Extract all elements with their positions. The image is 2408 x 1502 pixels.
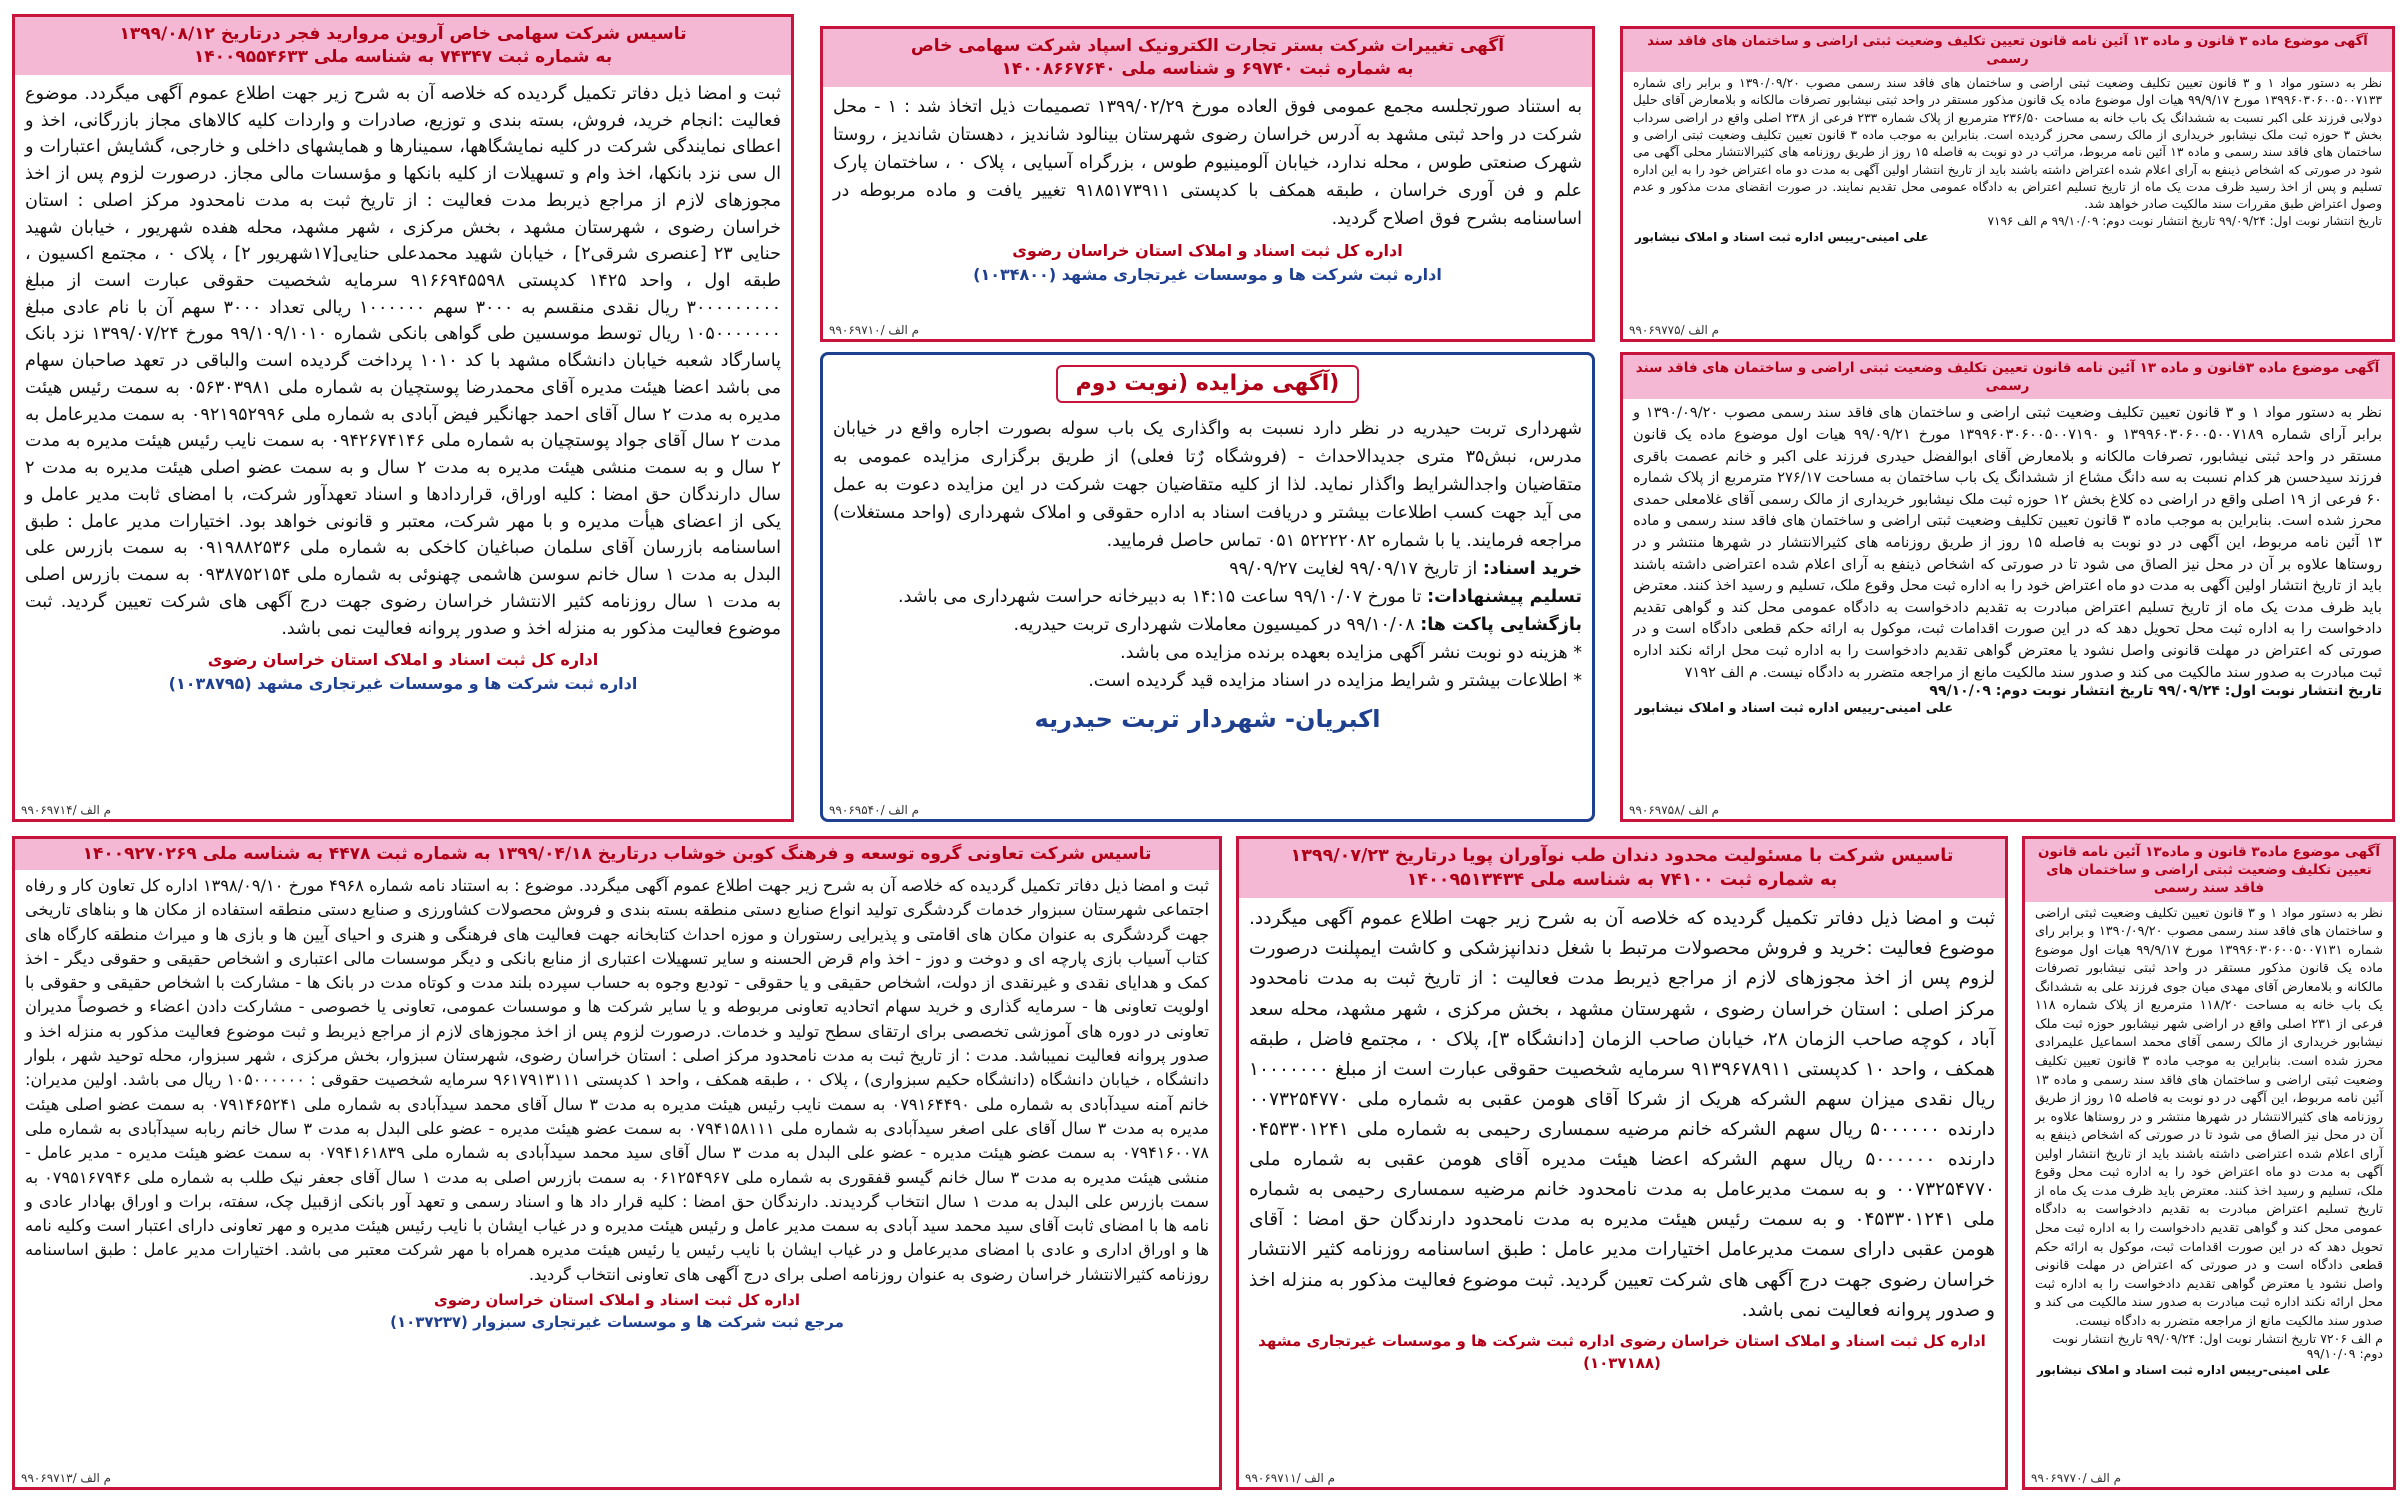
ad-body [823,409,1592,695]
ad-code: ۹۹۰۶۹۷۱۰/ م الف [829,323,920,337]
buy-docs-text: از تاریخ ۹۹/۰۹/۱۷ لغایت ۹۹/۰۹/۲۷ [1229,558,1478,579]
ad-text: شهرداری تربت حیدریه در نظر دارد نسبت به واگذاری یک باب سوله بصورت اجاره واقع در خیابان مدرس، نبش۳۵ متری جدیدالاحداث - (فروشگاه رٌتا فعلی) از طریق برگزاری مزایده عمومی به متقاضیان واجدالشرایط واگذار نماید. لذا از کلیه متقاضیان جهت شرکت در این مزایده دعوت به عمل می آید جهت کسب اطلاعات بیشتر و دریافت اسناد به اداره حقوقی و املاک شهرداری (واحد مستغلات) مراجعه فرمایند. یا با شماره ۵۲۲۲۲۰۸۲ ۰۵۱ تماس حاصل فرمایید. [833,418,1582,551]
buy-docs-label: خرید اسناد: [1482,558,1582,579]
publication-dates: م الف ۷۲۰۶ تاریخ انتشار نوبت اول: ۹۹/۰۹/۲۴ تاریخ انتشار نوبت دوم: ۹۹/۱۰/۰۹ [2052,1331,2383,1362]
ad-title: آگهی موضوع ماده۳ قانون و ماده۱۳ آئین نامه قانون تعیین تکلیف وضعیت ثبتی اراضی و ساختمان های فاقد سند رسمی [2038,844,2380,897]
ad-header [823,355,1592,409]
ad-body [15,870,1219,1287]
ad-footer [823,239,1592,287]
ad-subtitle: به شماره ثبت ۶۹۷۴۰ و شناسه ملی ۱۴۰۰۸۶۶۷۶۴۰ [1001,58,1414,79]
ad-title: تاسیس شرکت با مسئولیت محدود دندان طب نوآوران پویا درتاريخ ۱۳۹۹/۰۷/۲۳ [1290,846,1954,866]
registry-office: اداره کل ثبت اسناد و املاک استان خراسان رضوی اداره ثبت شرکت ها و موسسات غیرتجاری مشهد (۱۰۳۷۱۸۸) [1258,1331,1986,1373]
ad-title: آگهی موضوع ماده ۳قانون و ماده ۱۳ آئین نامه قانون تعیین تکلیف وضعیت ثبتی اراضی و ساختمان های فاقد سند رسمی [1635,360,2380,395]
buy-docs-row [833,555,1582,583]
ad-body [15,75,791,642]
submit-label: تسلیم پیشنهادات: [1427,586,1582,607]
ad-bastar-tejarat-espad [820,26,1595,342]
ad-code: ۹۹۰۶۹۷۷۵/ م الف [1629,323,1720,337]
open-text: ۹۹/۱۰/۰۸ در کمیسیون معاملات شهرداری تربت حیدریه. [1013,614,1415,635]
ad-footer [1239,1330,2005,1375]
registry-office: اداره کل ثبت اسناد و املاک استان خراسان رضوی [207,650,599,670]
ad-code: ۹۹۰۶۹۷۱۴/ م الف [21,803,112,817]
open-row [833,611,1582,639]
ad-text: ثبت و امضا ذیل دفاتر تکمیل گردیده که خلاصه آن به شرح زیر جهت اطلاع عموم آگهی میگردد. موضوع : به استناد نامه شماره ۴۹۶۸ مورخ ۱۳۹۸/۰۹/۱۰ اداره کل تعاون کار و رفاه اجتماعی شهرستان سبزوار خدمات گردشگری تولید انواع صنایع دستی منطقه بسته بندی و فروش محصولات کشاورزی و صنایع دستی منطقه استفاده از مکان ها و بناهای تاریخی جهت گردشگری به عنوان مکان های اقامتی و پذیرایی رستوران و موزه احداث کتابخانه جهت فعالیت های فرهنگی و هنری و احیای آیین ها و بازی ها و میراث منطقه کارگاه های کتاب آسیاب بازی پارچه ای و دوخت و دوز - اخذ وام قرض الحسنه و سایر تسهیلات اعتباری از منابع بانکی و دیگر موسسات مالی اعتباری و اشخاص حقیقی و حقوقی دیگر - اخذ کمک و هدایای نقدی و غیرنقدی از دولت، اشخاص حقیقی و یا حقوقی - تودیع وجوه به حساب سپرده بلند مدت و کوتاه مدت در بانک ها - مشارکت با اشخاص حقیقی و حقوقی با اولویت تعاونی ها - سرمایه گذاری و خرید سهام اتحادیه تعاونی مربوطه و یا سایر شرکت ها و موسسات عمومی، تعاونی یا خصوصی - مشارکت دادن اعضاء و خصوصاً مدیران تعاونی در دوره های آموزشی تخصصی برای ارتقای سطح تولید و خدمات. درصورت لزوم پس از اخذ مجوزهای لازم از مراجع ذیربط و ثبت موضوع فعالیت مذکور به منزله اخذ و صدور پروانه فعالیت نمیباشد. مدت : از تاریخ ثبت به مدت نامحدود مرکز اصلی : استان خراسان رضوی، شهرستان سبزوار، بخش مرکزی ، شهر سبزوار، محله توحید شهر ، بلوار دانشگاه ، خیابان دانشگاه (دانشگاه حکیم سبزواری) ، پلاک ۰ ، طبقه همکف ، واحد ۱ کدپستی ۹۶۱۷۹۱۳۱۱۱ سرمایه شخصیت حقوقی : ۱۰۵۰۰۰۰۰۰ ریال می باشد. اولین مدیران: خانم آمنه سیدآبادی به شماره ملی ۰۷۹۱۶۴۴۹۰ به سمت نایب رئیس هیئت مدیره به مدت ۳ سال آقای محمد سیدآبادی به شماره ملی ۰۷۹۱۴۶۵۲۴۱ به سمت عضو اصلی هیئت مدیره به مدت ۳ سال آقای علی اصغر سیدآبادی به شماره ملی ۰۷۹۴۱۵۸۱۱۱ به سمت عضو هیئت مدیره - عضو علی البدل به مدت ۳ سال خانم ربابه سیدآبادی به شماره ملی ۰۷۹۴۱۶۰۰۷۸ به سمت عضو هیئت مدیره - عضو علی البدل به مدت ۳ سال آقای سید محمد سیدآبادی به شماره ملی ۰۷۹۴۱۶۱۸۳۹ به سمت عضو هیئت مدیره - مدیر عامل - منشی هیئت مدیره به مدت ۳ سال خانم گیسو قفقوری به شماره ملی ۰۶۱۲۵۴۹۶۷ به سمت بازرس اصلی به مدت ۱ سال آقای جعفر نیک طلب به شماره ملی ۰۷۹۵۱۶۷۹۴۶ به سمت بازرس علی البدل به مدت ۱ سال انتخاب گردیدند. دارندگان حق امضا : کلیه قرار داد ها و اسناد رسمی و تعهد آور بانکی ازقبیل چک، سفته، برات و اوراق بهادار عادی و نامه ها با امضای ثابت آقای سید محمد سید آبادی به سمت مدیر عامل و رئیس هیئت مدیره و در غیاب ایشان با نایب رئیس هیئت مدیره و مهر تعاونی دارای اعتبار است وکلیه نامه ها و اوراق اداری و عادی با امضای مدیرعامل و در غیاب ایشان با نایب رئیس یا رئیس هیئت مدیره همراه با مهر شرکت معتبر می باشد. اختیارات مدیر عامل : طبق اساسنامه روزنامه کثیرالانتشار خراسان رضوی به عنوان روزنامه اصلی برای درج آگهی های تعاونی انتخاب گردید. [25,875,1210,1284]
registry-head-signature: علی امینی-رییس اداره ثبت اسناد و املاک نیشابور [2037,1363,2331,1378]
submit-text: تا مورخ ۹۹/۱۰/۰۷ ساعت ۱۴:۱۵ به دبیرخانه حراست شهرداری می باشد. [898,586,1422,607]
ad-title: آگهی موضوع ماده ۳ قانون و ماده ۱۳ آئین نامه قانون تعیین تکلیف وضعیت ثبتی اراضی و ساختمان های فاقد سند رسمی [1647,34,2368,67]
ad-text: نظر به دستور مواد ۱ و ۳ قانون تعیین تکلیف وضعیت ثبتی اراضی و ساختمان های فاقد سند رسمی مصوب ۱۳۹۰/۰۹/۲۰ و برابر رای شماره ۱۳۹۹۶۰۳۰۶۰۰۵۰۰۷۱۳۱ مورخ ۹۹/۹/۱۷ هیات اول موضوع ماده یک قانون مذکور مستقر در واحد ثبتی نیشابور تصرفات مالکانه و بلامعارض آقای مهدی میان جوی فرزند علی به ششدانگ یک باب خانه به مساحت ۱۱۸/۲۰ مترمربع از پلاک شماره ۱۱۸ فرعی از ۲۳۱ اصلی واقع در اراضی شهر نیشابور حوزه ثبت ملک نیشابور خریداری از مالک رسمی آقای محمد اسماعیل علیمرادی محرز شده است. بنابراین به موجب ماده ۳ قانون تعیین تکلیف وضعیت ثبتی اراضی و ساختمان های فاقد سند رسمی و ماده ۱۳ آئین نامه مربوط، این آگهی در دو نوبت به فاصله ۱۵ روز از طریق روزنامه های کثیرالانتشار در شهرها منتشر و در روستاها علاوه بر آن در محل نیز الصاق می شود تا در صورتی که اشخاص ذینفع به آرای اعلام شده اعتراضی داشته باشند باید از تاریخ انتشار اولین آگهی به مدت دو ماه اعتراض خود را به اداره ثبت محل وقوع ملک، تسلیم و رسید اخذ کنند. معترض باید ظرف مدت یک ماه از تاریخ تسلیم اعتراض مبادرت به تقدیم دادخواست به دادگاه عمومی محل کند و گواهی تقدیم دادخواست را به اداره ثبت محل تحویل دهد که در این صورت اقدامات ثبت، موکول به ارائه حکم قطعی دادگاه است و در صورتی که اعتراض در مهلت قانونی واصل نشود یا معترض گواهی تقدیم دادخواست را به اداره ثبت محل ارائه نکند اداره ثبت مبادرت به صدور سند مالکیت می کند و صدور سند مالکیت مانع از مراجعه متضرر به دادگاه نیست. [2035,905,2384,1329]
ad-body [1239,898,2005,1326]
registry-branch: اداره ثبت شرکت ها و موسسات غیرتجاری مشهد (۱۰۳۴۸۰۰) [973,264,1442,284]
ad-header [15,839,1219,870]
ad-header [1623,29,2392,72]
ad-dandan-teb-novaran [1236,836,2008,1490]
ad-title: تاسیس شرکت سهامی خاص آروین مرواريد فجر درتاريخ ۱۳۹۹/۰۸/۱۲ [119,24,687,44]
ad-subtitle: به شماره ثبت ۷۴۱۰۰ به شناسه ملی ۱۴۰۰۹۵۱۳۴۳۴ [1406,869,1838,890]
ad-arvin-morvarid-fajr [12,14,794,822]
ad-body [2025,902,2393,1332]
publication-dates: تاریخ انتشار نوبت اول: ۹۹/۰۹/۲۴ تاریخ انتشار نوبت دوم: ۹۹/۱۰/۰۹ [1929,683,2382,700]
ad-text: نظر به دستور مواد ۱ و ۳ قانون تعیین تکلیف وضعیت ثبتی اراضی و ساختمان های فاقد سند رسمی مصوب ۱۳۹۰/۰۹/۲۰ و برابر رای شماره ۱۳۹۹۶۰۳۰۶۰۰۵۰۰۷۱۳۳ مورخ ۹۹/۹/۱۷ هیات اول موضوع ماده یک قانون مذکور مستقر در واحد ثبتی نیشابور تصرفات مالکانه و بلامعارض آقای حلیل دولابی فرزند علی اکبر نسبت به ششدانگ یک باب خانه به مساحت ۲۳۶/۵۰ مترمربع از پلاک شماره ۲۳۳ فرعی از ۲۳۸ اصلی واقع در اراضی سرداب بخش ۳ حوزه ثبت ملک نیشابور خریداری از مالک رسمی محرز گردیده است. بنابراین به موجب ماده ۳ قانون تعیین تکلیف وضعیت ثبتی اراضی و ساختمان های فاقد سند رسمی و ماده ۱۳ آئین نامه مربوط، مراتب در دو نوبت به فاصله ۱۵ روز از طریق روزنامه های کثیرالانتشار محلی آگهی می شود در صورتی که اشخاص ذینفع به آرای اعلام شده اعتراض داشته باشند باید از تاریخ انتشار اولین آگهی به مدت دو ماه اعتراض خود را به این اداره تسلیم و پس از اخذ رسید ظرف مدت یک ماه از تاریخ تسلیم اعتراض به دادگاه عمومی محل تقدیم نمایند. در صورت انقضای مدت مذکور و عدم وصول اعتراض طبق مقررات سند مالکیت صادر خواهد شد. [1633,76,2383,212]
ad-code: ۹۹۰۶۹۷۱۳/ م الف [21,1471,112,1485]
ad-code: ۹۹۰۶۹۷۱۱/ م الف [1245,1471,1336,1485]
ad-text: نظر به دستور مواد ۱ و ۳ قانون تعیین تکلیف وضعیت ثبتی اراضی و ساختمان های فاقد سند رسمی مصوب ۱۳۹۰/۰۹/۲۰ و برابر آرای شماره ۱۳۹۹۶۰۳۰۶۰۰۵۰۰۷۱۸۹ و ۱۳۹۹۶۰۳۰۶۰۰۵۰۰۷۱۹۰ مورخ ۹۹/۰۹/۲۱ هیات اول موضوع ماده یک قانون مستقر در واحد ثبتی نیشابور، تصرفات مالکانه و بلامعارض آقای ابوالفضل حیدری فرزند علی اکبر و خانم عصمت باقری فرزند سیدحسن هر کدام نسبت به سه دانگ مشاع از ششدانگ یک باب ساختمان به مساحت ۲۷۶/۱۷ مترمربع از پلاک شماره ۶۰ فرعی از ۱۹ اصلی واقع در اراضی ده کلاغ بخش ۱۲ حوزه ثبت ملک نیشابور خریداری از مالک رسمی آقای غلامعلی حمدی محرز شده است. بنابراین به موجب ماده ۳ قانون تعیین تکلیف وضعیت ثبتی اراضی و ساختمان های فاقد سند رسمی و ماده ۱۳ آئین نامه مربوط، این آگهی در دو نوبت به فاصله ۱۵ روز از طریق روزنامه های کثیرالانتشار در شهرها منتشر و در روستاها علاوه بر آن در محل نیز الصاق می شود تا در صورتی که اشخاص ذینفع به آرای اعلام شده اعتراضی داشته باشند باید از تاریخ انتشار اولین آگهی به مدت دو ماه اعتراض خود را به اداره ثبت محل وقوع ملک، تسلیم و رسید اخذ کنند. معترض باید ظرف مدت یک ماه از تاریخ تسلیم اعتراض مبادرت به تقدیم دادخواست به دادگاه عمومی محل کند و گواهی تقدیم دادخواست را به اداره ثبت محل تحویل دهد که در این صورت اقدامات ثبت، موکول به ارائه حکم قطعی دادگاه است و در صورتی که اعتراض در مهلت قانونی واصل نشود یا معترض گواهی تقدیم دادخواست را به اداره ثبت محل ارائه نکند اداره ثبت مبادرت به صدور سند مالکیت می کند و صدور سند مالکیت مانع از مراجعه متضرر به دادگاه نیست. م الف ۷۱۹۲ [1633,404,2383,681]
ad-title: تاسیس شرکت تعاونی گروه توسعه و فرهنگ کوبن خوشاب درتاريخ ۱۳۹۹/۰۴/۱۸ به شماره ثبت ۴۴۷۸ به شناسه ملی ۱۴۰۰۹۲۷۰۲۶۹ [82,844,1152,864]
registry-head-signature: علی امینی-رییس اداره ثبت اسناد و املاک نیشابور [1635,229,1929,244]
submit-row [833,583,1582,611]
note-info: * اطلاعات بیشتر و شرایط مزایده در اسناد مزایده قید گردیده است. [1088,670,1582,691]
ad-land-title-1 [1620,26,2395,342]
registry-branch: مرجع ثبت شرکت ها و موسسات غیرتجاری سبزوار (۱۰۳۷۲۳۷) [390,1313,844,1332]
open-label: بازگشایی پاکت ها: [1420,614,1582,635]
ad-header [1623,355,2392,399]
ad-code: ۹۹۰۶۹۷۷۰/ م الف [2031,1471,2122,1485]
registry-office: اداره کل ثبت اسناد و املاک استان خراسان رضوی [1012,240,1403,260]
publication-dates: تاریخ انتشار نوبت اول: ۹۹/۰۹/۲۴ تاریخ انتشار نوبت دوم: ۹۹/۱۰/۰۹ م الف ۷۱۹۶ [1987,213,2382,228]
ad-text: ثبت و امضا ذیل دفاتر تکمیل گردیده که خلاصه آن به شرح زیر جهت اطلاع عموم آگهی میگردد. موضوع فعالیت :انجام خرید، فروش، بسته بندی و توزیع، صادرات و واردات کلیه کالاهای مجاز بازرگانی، اخذ و اعطای نمایندگی شرکت در کلیه نمایشگاهها، سمینارها و همایشهای داخلی و خارجی، گشایش اعتبارات و ال سی نزد بانکها، اخذ وام و تسهیلات از کلیه بانکها و مؤسسات مالی مجاز. درصورت لزوم پس از اخذ مجوزهای لازم از مراجع ذیربط مدت فعالیت : از تاریخ ثبت به مدت نامحدود مرکز اصلی : استان خراسان رضوی ، شهرستان مشهد ، بخش مرکزی ، شهر مشهد، محله هفده شهریور ، خیابان شهید حنایی ۲۳ [عنصری شرقی۲] ، خیابان شهید محمدعلی حنایی[۱۷شهریور ۲] ، پلاک ۰ ، مجتمع اکسیون ، طبقه اول ، واحد ۱۴۲۵ کدپستی ۹۱۶۶۹۴۵۵۹۸ سرمایه شخصیت حقوقی عبارت است از مبلغ ۳۰۰۰۰۰۰۰۰۰ ریال نقدی منقسم به ۳۰۰۰ سهم ۱۰۰۰۰۰۰ ریالی تعداد ۳۰۰۰ سهم آن با نام عادی مبلغ ۱۰۵۰۰۰۰۰۰۰ ریال توسط موسسین طی گواهی بانکی شماره ۹۹/۱۰۹/۱۰۱۰ مورخ ۱۳۹۹/۰۷/۲۴ نزد بانک پاسارگاد شعبه خیابان دانشگاه مشهد با کد ۱۰۱۰ پرداخت گردیده است والباقی در تعهد صاحبان سهام می باشد اعضا هیئت مدیره آقای محمدرضا پوستچیان به شماره ملی ۰۵۶۳۰۳۹۸۱ به سمت رئیس هیئت مدیره به مدت ۲ سال آقای احمد جهانگیر فیض آبادی به شماره ملی ۰۹۲۱۹۵۲۹۹۶ به سمت مدیرعامل به مدت ۲ سال آقای جواد پوستچیان به شماره ملی ۰۹۴۲۶۷۴۱۴۶ به سمت نایب رئیس هیئت مدیره به مدت ۲ سال و به سمت منشی هیئت مدیره به مدت ۲ سال و به سمت عضو اصلی هیئت مدیره به مدت ۲ سال دارندگان حق امضا : کلیه اوراق، قراردادها و اسناد تعهدآور شرکت، با امضای ثابت مدیر عامل و یکی از اعضای هیأت مدیره و با مهر شرکت، معتبر و قانونی خواهد بود. اختیارات مدیر عامل : طبق اساسنامه بازرسان آقای سلمان صباغیان کاخکی به شماره ملی ۰۹۱۹۸۸۲۵۳۶ به سمت بازرس علی البدل به مدت ۱ سال خانم سوسن هاشمی چهنوئی به شماره ملی ۰۹۳۸۷۵۲۱۵۴ به سمت بازرس اصلی به مدت ۱ سال روزنامه کثیر الانتشار خراسان رضوی جهت درج آگهی های شرکت تعیین گردید. ثبت موضوع فعالیت مذکور به منزله اخذ و صدور پروانه فعالیت نمی باشد. [25,83,782,639]
auction-badge: (آگهی مزایده (نوبت دوم [1056,365,1360,403]
ad-body [1623,399,2392,683]
ad-footer [15,1289,1219,1334]
ad-auction-torbat-heydarieh [820,352,1595,822]
registry-office: اداره کل ثبت اسناد و املاک استان خراسان رضوی [433,1290,801,1309]
ad-title: آگهی تغییرات شرکت بستر تجارت الکترونیک اسپاد شرکت سهامی خاص [910,36,1505,56]
ad-land-title-3 [2022,836,2396,1490]
ad-koban-khoshab-cooperative [12,836,1222,1490]
registry-head-signature: علی امینی-رییس اداره ثبت اسناد و املاک نیشابور [1635,701,1954,717]
ad-header [15,17,791,75]
registry-branch: اداره ثبت شرکت ها و موسسات غیرتجاری مشهد (۱۰۳۸۷۹۵) [168,674,638,694]
ad-code: ۹۹۰۶۹۵۴۰/ م الف [829,803,920,817]
ad-footer [15,648,791,696]
ad-subtitle: به شماره ثبت ۷۴۳۴۷ به شناسه ملی ۱۴۰۰۹۵۵۴۶۳۳ [193,46,613,67]
ad-body [823,87,1592,233]
note-fee: * هزینه دو نوبت نشر آگهی مزایده بعهده برنده مزایده می باشد. [1120,642,1582,663]
mayor-signature: اکبریان- شهردار تربت حیدریه [1034,704,1381,733]
ad-header [2025,839,2393,902]
ad-text: ثبت و امضا ذیل دفاتر تکمیل گردیده که خلاصه آن به شرح زیر جهت اطلاع عموم آگهی میگردد. موضوع فعالیت :خرید و فروش محصولات مرتبط با شغل دندانپزشکی و کاشت ایمپلنت درصورت لزوم پس از اخذ مجوزهای لازم از مراجع ذیربط مدت فعالیت : از تاریخ ثبت به مدت نامحدود مرکز اصلی : استان خراسان رضوی ، شهرستان مشهد ، بخش مرکزی ، شهر مشهد، محله سعد آباد ، کوچه صاحب الزمان ۲۸، خیابان صاحب الزمان [دانشگاه ۳]، پلاک ۰ ، مجتمع فاضل ، طبقه همکف ، واحد ۱۰ کدپستی ۹۱۳۹۶۷۸۹۱۱ سرمایه شخصیت حقوقی عبارت است از مبلغ ۱۰۰۰۰۰۰۰ ریال نقدی میزان سهم الشرکه هریک از شرکا آقای هومن عقبی به شماره ملی ۰۰۷۳۲۵۴۷۷۰ دارنده ۵۰۰۰۰۰۰ ریال سهم الشرکه خانم مرضیه سمساری رحیمی به شماره ملی ۰۴۵۳۳۰۱۲۴۱ دارنده ۵۰۰۰۰۰۰ ریال سهم الشرکه اعضا هیئت مدیره آقای هومن عقبی به شماره ملی ۰۰۷۳۲۵۴۷۷۰ و به سمت مدیرعامل به مدت نامحدود خانم مرضیه سمساری رحیمی به شماره ملی ۰۴۵۳۳۰۱۲۴۱ و به سمت رئیس هیئت مدیره به مدت نامحدود دارندگان حق امضا : آقای هومن عقبی دارای سمت مدیرعامل اختیارات مدیر عامل : طبق اساسنامه روزنامه کثیر الانتشار خراسان رضوی جهت درج آگهی های شرکت تعیین گردید. ثبت موضوع فعالیت مذکور به منزله اخذ و صدور پروانه فعالیت نمی باشد. [1249,908,1996,1321]
ad-header [1239,839,2005,898]
ad-header [823,29,1592,87]
ad-text: به استناد صورتجلسه مجمع عمومی فوق العاده مورخ ۱۳۹۹/۰۲/۲۹ تصمیمات ذیل اتخاذ شد : ۱ - محل شرکت در واحد ثبتی مشهد به آدرس خراسان رضوی شهرستان بینالود شاندیز ، دهستان شاندیز ، روستا شهرک صنعتی طوس ، محله ندارد، خیابان آلومینیوم طوس ، بزرگراه آسیایی ، پلاک ۰ ، ساختمان پارک علم و فن آوری خراسان ، طبقه همکف با کدپستی ۹۱۸۵۱۷۳۹۱۱ تغییر یافت و ماده مربوطه در اساسنامه بشرح فوق اصلاح گردید. [833,96,1583,229]
ad-land-title-2 [1620,352,2395,822]
ad-code: ۹۹۰۶۹۷۵۸/ م الف [1629,803,1720,817]
ad-body [1623,72,2392,214]
